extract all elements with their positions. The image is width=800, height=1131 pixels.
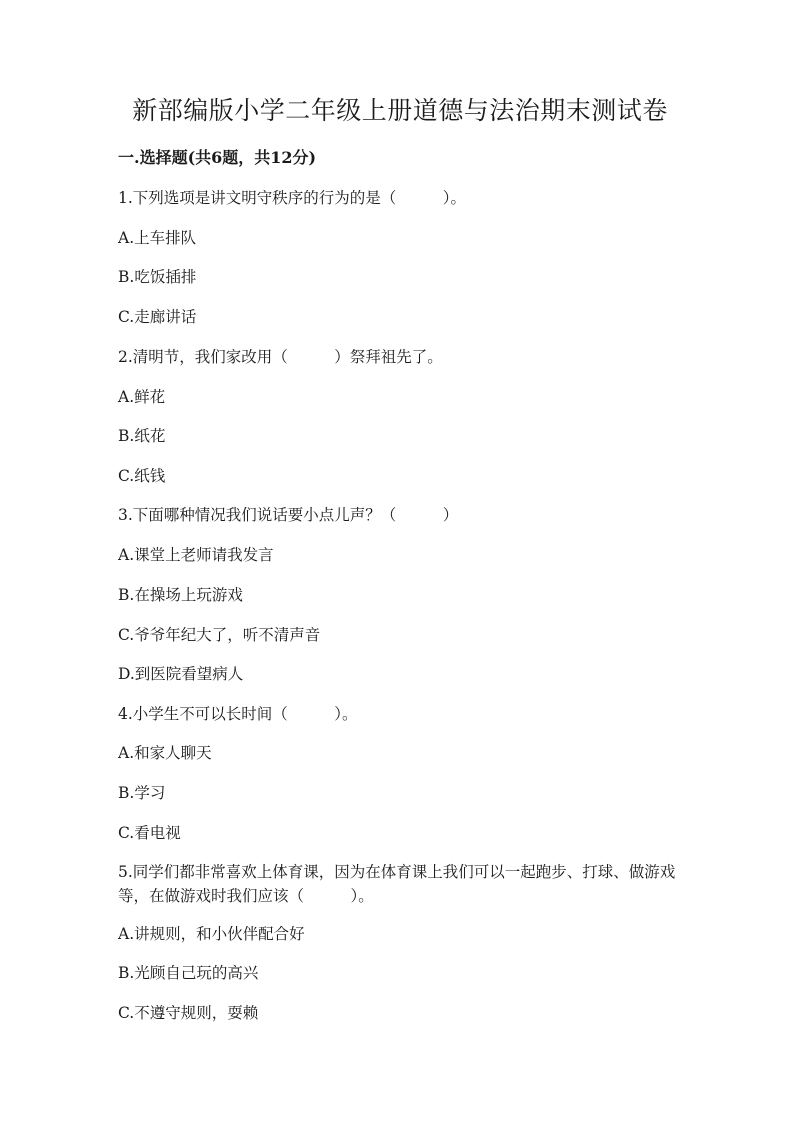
answer-option: B.光顾自己玩的高兴 <box>118 964 259 982</box>
question-stem: 5.同学们都非常喜欢上体育课，因为在体育课上我们可以一起跑步、打球、做游戏等，在做游戏时我们应该（ ）。 <box>118 863 676 905</box>
answer-option: A.课堂上老师请我发言 <box>118 546 274 564</box>
answer-option: C.爷爷年纪大了，听不清声音 <box>118 626 321 644</box>
question-stem: 1.下列选项是讲文明守秩序的行为的是（ ）。 <box>118 189 467 207</box>
question-stem: 3.下面哪种情况我们说话要小点儿声？（ ） <box>118 506 459 524</box>
section-heading: 一.选择题(共6题，共12分) <box>118 148 317 167</box>
answer-option: A.上车排队 <box>118 229 197 247</box>
answer-option: B.学习 <box>118 784 166 802</box>
answer-option: A.和家人聊天 <box>118 744 212 762</box>
answer-option: B.纸花 <box>118 427 166 445</box>
answer-option: C.看电视 <box>118 824 181 842</box>
question-stem: 2.清明节，我们家改用（ ）祭拜祖先了。 <box>118 348 443 366</box>
question-stem: 4.小学生不可以长时间（ ）。 <box>118 705 358 723</box>
answer-option: C.不遵守规则，耍赖 <box>118 1004 259 1022</box>
answer-option: C.纸钱 <box>118 467 166 485</box>
answer-option: B.吃饭插排 <box>118 268 197 286</box>
answer-option: D.到医院看望病人 <box>118 665 244 683</box>
page-title: 新部编版小学二年级上册道德与法治期末测试卷 <box>132 96 668 125</box>
answer-option: C.走廊讲话 <box>118 308 197 326</box>
answer-option: B.在操场上玩游戏 <box>118 586 243 604</box>
answer-option: A.鲜花 <box>118 388 166 406</box>
answer-option: A.讲规则，和小伙伴配合好 <box>118 925 305 943</box>
